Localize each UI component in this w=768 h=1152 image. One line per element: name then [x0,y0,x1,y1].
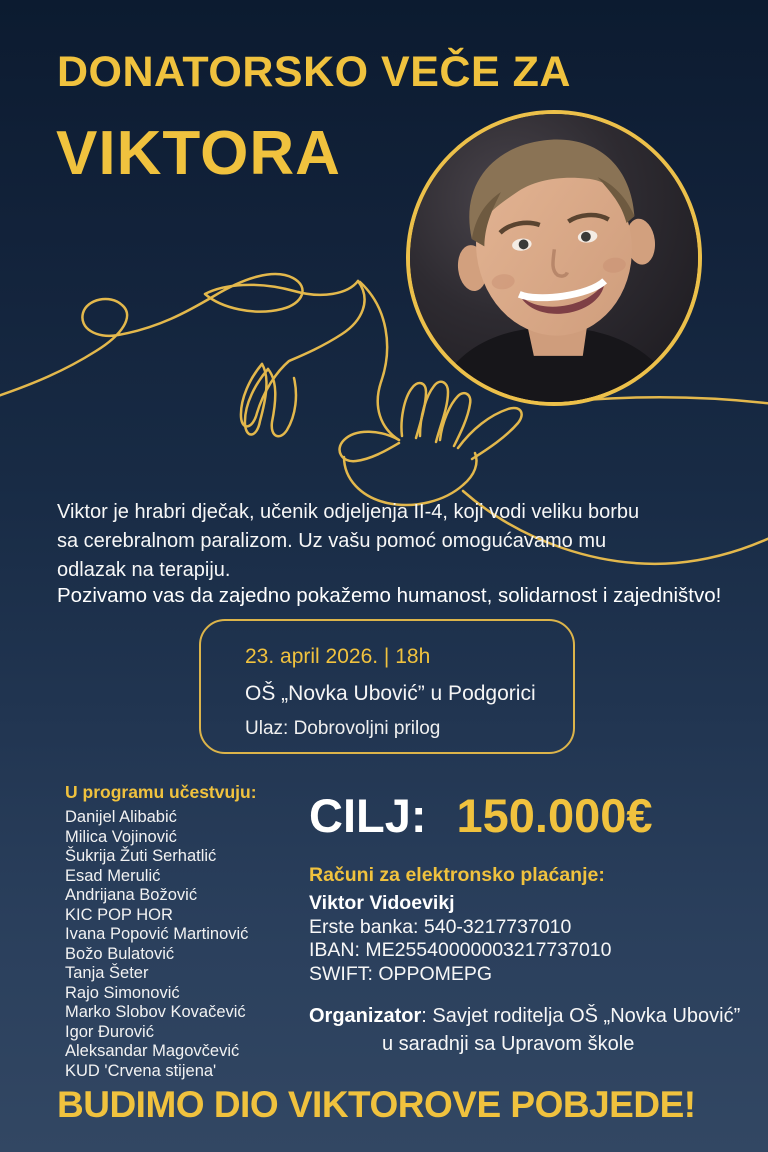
program-header: U programu učestvuju: [65,782,257,802]
goal-amount: 150.000€ [456,789,653,842]
payment-section [309,864,612,986]
performer-item: Aleksandar Magovčević [65,1042,240,1060]
performers-list [65,808,257,1081]
footer-slogan: BUDIMO DIO VIKTOROVE POBJEDE! [57,1084,696,1125]
performer-item: KIC POP HOR [65,905,173,924]
performer-item: Ivana Popović Martinović [65,925,249,943]
intro-paragraph [57,498,639,585]
performer-item: Božo Bulatović [65,944,175,963]
organizer-line-2: u saradnji sa Upravom škole [382,1033,635,1055]
viktor-portrait-illustration [410,114,698,402]
performer-item: Šukrija Žuti Serhatlić [65,847,217,865]
event-details-box [199,619,575,754]
payment-swift: SWIFT: OPPOMEPG [309,962,493,985]
performer-item: Tanja Šeter [65,964,149,982]
goal-section [309,788,653,843]
program-section [65,782,257,1081]
organizer-line-1 [309,1002,740,1030]
event-entry-fee: Ulaz: Dobrovoljni prilog [245,718,441,739]
performer-item: Milica Vojinović [65,827,177,846]
poster-title-line1: DONATORSKO VEČE ZA [57,48,571,96]
poster-title-line2: VIKTORA [56,119,341,188]
organizer-label: Organizator [309,1005,422,1027]
event-datetime: 23. april 2026. | 18h [245,645,431,668]
invitation-line: Pozivamo vas da zajedno pokažemo humanost, solidarnost i zajedništvo! [57,584,722,607]
intro-line-1: Viktor je hrabri dječak, učenik odjeljenja II-4, koji vodi veliku borbu [57,501,640,523]
viktor-photo [406,110,702,406]
payment-iban: IBAN: ME25540000003217737010 [309,939,612,961]
performer-item: Danijel Alibabić [65,808,177,826]
payment-bank-account: Erste banka: 540-3217737010 [309,915,572,938]
performer-item: Marko Slobov Kovačević [65,1003,246,1021]
payment-header: Računi za elektronsko plaćanje: [309,864,605,886]
organizer-section [309,1002,740,1058]
performer-item: Igor Đurović [65,1022,154,1041]
event-location: OŠ „Novka Ubović” u Podgorici [245,682,536,705]
intro-line-2: sa cerebralnom paralizom. Uz vašu pomoć omogućavamo mu [57,530,607,552]
performer-item: KUD 'Crvena stijena' [65,1061,217,1080]
organizer-text: : Savjet roditelja OŠ „Novka Ubović” [421,1005,741,1027]
goal-label: CILJ: [309,789,427,842]
intro-line-3: odlazak na terapiju. [57,559,231,581]
performer-item: Andrijana Božović [65,886,198,904]
performer-item: Rajo Simonović [65,983,180,1002]
payment-recipient-name: Viktor Vidoevikj [309,892,455,914]
performer-item: Esad Merulić [65,866,161,885]
